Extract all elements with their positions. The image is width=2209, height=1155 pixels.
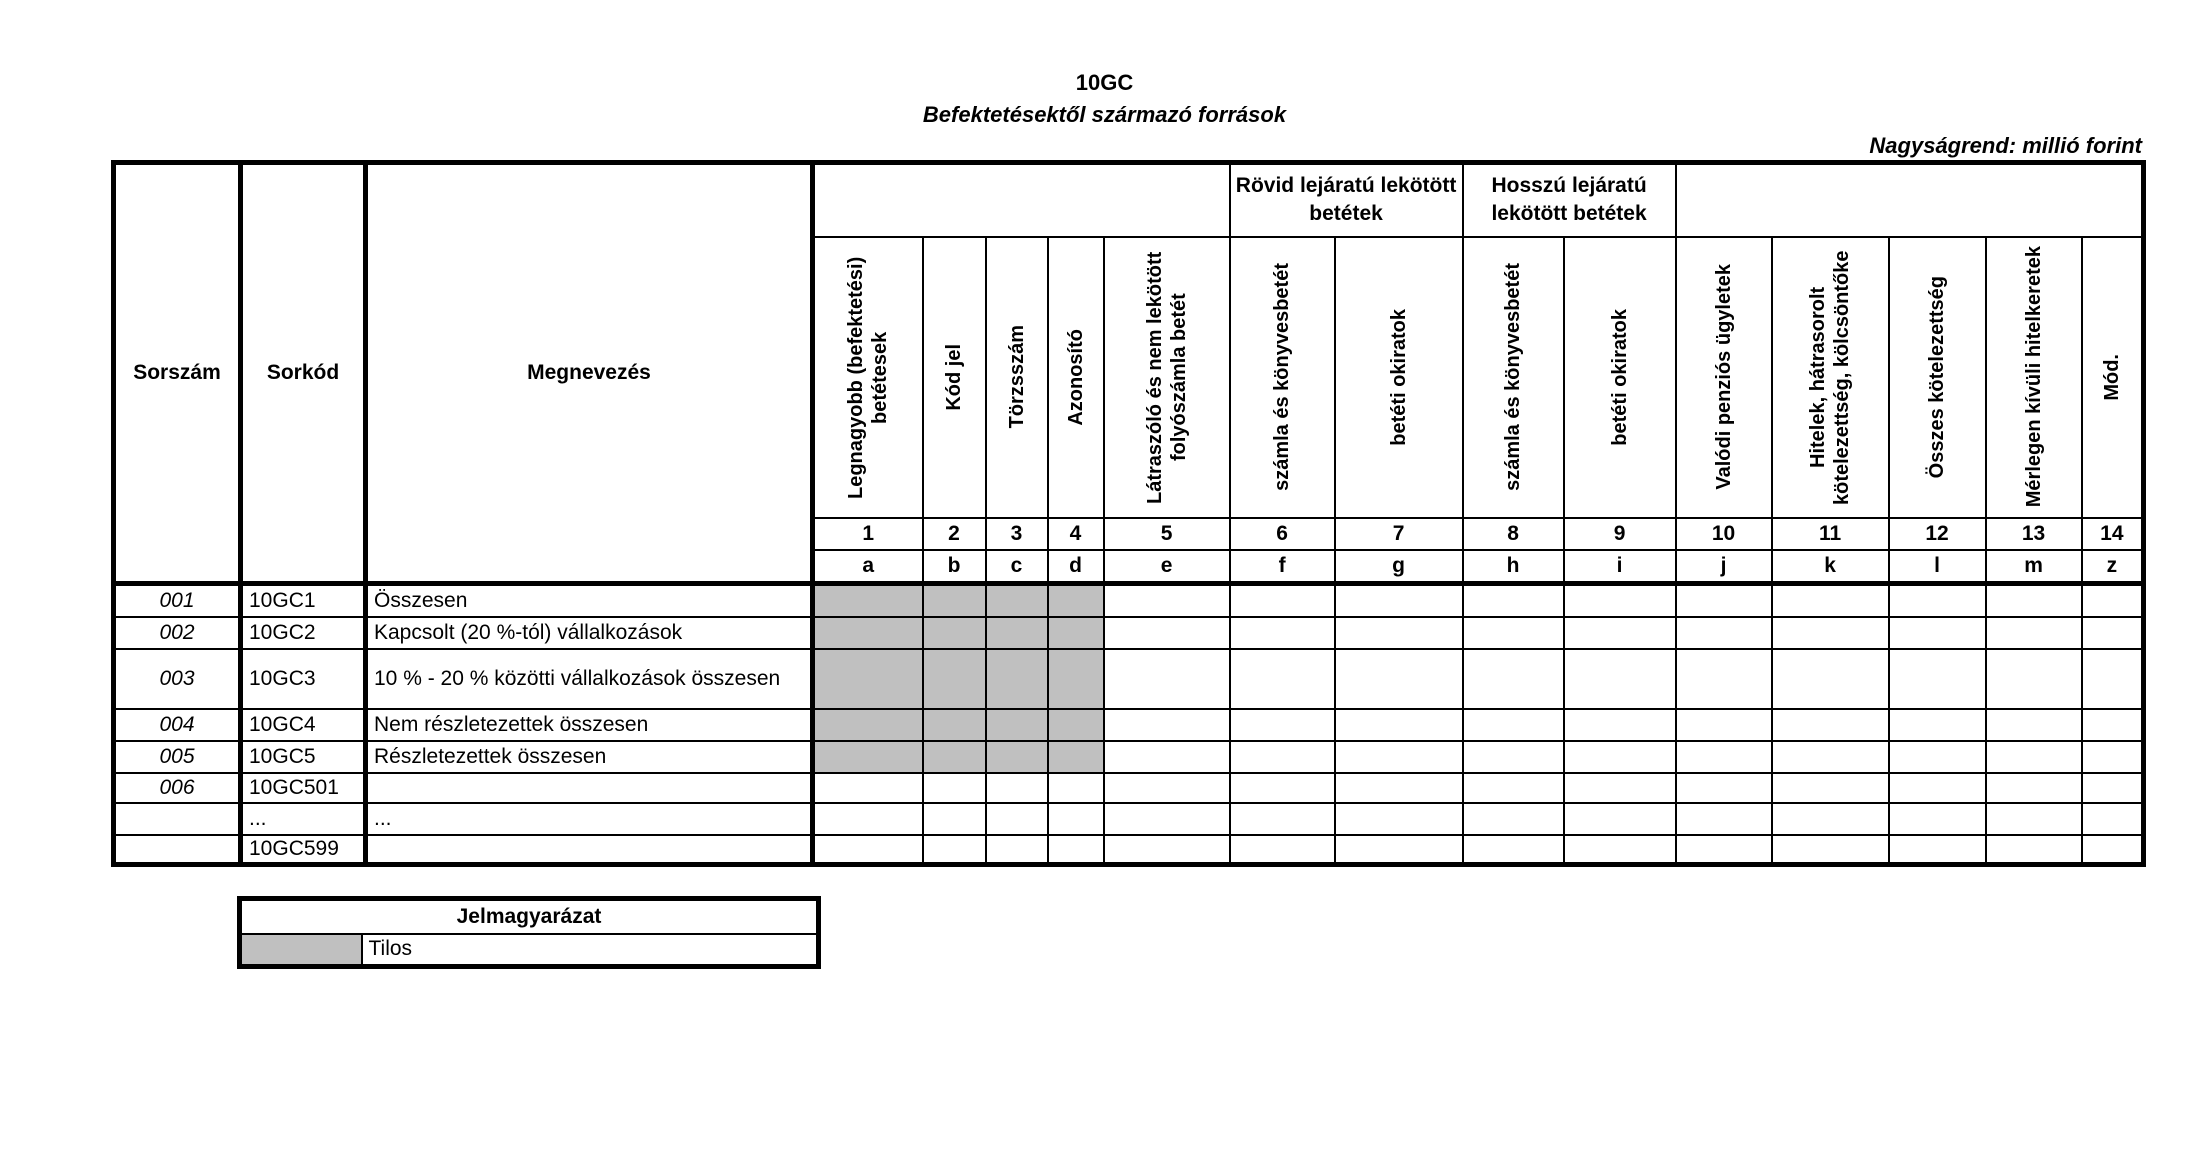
cell[interactable] <box>1104 709 1230 741</box>
cell[interactable] <box>1986 709 2082 741</box>
col-number: 8 <box>1463 518 1564 550</box>
row-sorszam <box>114 803 241 835</box>
cell[interactable] <box>1564 617 1676 649</box>
cell[interactable] <box>2082 741 2144 773</box>
row-sorszam: 004 <box>114 709 241 741</box>
cell-forbidden <box>923 649 986 709</box>
cell[interactable] <box>1986 583 2082 617</box>
col-number: 6 <box>1230 518 1335 550</box>
header-col-3: Törzsszám <box>986 237 1048 518</box>
cell-forbidden <box>1048 741 1104 773</box>
cell[interactable] <box>1463 835 1564 865</box>
table-row <box>114 835 2144 865</box>
cell-forbidden <box>923 617 986 649</box>
cell[interactable] <box>986 773 1048 803</box>
cell[interactable] <box>1230 583 1335 617</box>
row-megnevezes: Kapcsolt (20 %-tól) vállalkozások <box>366 617 813 649</box>
row-sorszam: 005 <box>114 741 241 773</box>
cell[interactable] <box>1230 835 1335 865</box>
cell[interactable] <box>1564 773 1676 803</box>
cell[interactable] <box>1772 583 1889 617</box>
cell[interactable] <box>2082 773 2144 803</box>
cell[interactable] <box>1889 741 1986 773</box>
cell-forbidden <box>986 709 1048 741</box>
cell[interactable] <box>813 803 923 835</box>
legend-item-label: Tilos <box>362 934 819 967</box>
cell[interactable] <box>1676 773 1772 803</box>
row-megnevezes: ... <box>366 803 813 835</box>
unit-label: Nagyságrend: millió forint <box>1869 133 2142 158</box>
cell[interactable] <box>1889 617 1986 649</box>
cell[interactable] <box>2082 617 2144 649</box>
header-col-13: Mérlegen kívüli hitelkeretek <box>1986 237 2082 518</box>
cell[interactable] <box>1230 617 1335 649</box>
col-number: 3 <box>986 518 1048 550</box>
cell[interactable] <box>1463 773 1564 803</box>
col-letter: z <box>2082 550 2144 584</box>
legend-swatch <box>240 934 362 967</box>
cell-forbidden <box>813 649 923 709</box>
cell[interactable] <box>1335 709 1463 741</box>
col-letter: i <box>1564 550 1676 584</box>
cell[interactable] <box>1676 709 1772 741</box>
cell[interactable] <box>2082 583 2144 617</box>
cell[interactable] <box>1048 773 1104 803</box>
row-megnevezes: Összesen <box>366 583 813 617</box>
row-megnevezes: Részletezettek összesen <box>366 741 813 773</box>
col-number: 2 <box>923 518 986 550</box>
cell[interactable] <box>1889 773 1986 803</box>
row-sorkod: 10GC1 <box>241 583 366 617</box>
cell[interactable] <box>1772 803 1889 835</box>
col-letter: m <box>1986 550 2082 584</box>
cell[interactable] <box>923 803 986 835</box>
cell[interactable] <box>1230 803 1335 835</box>
header-col-1: Legnagyobb (befektetési) betétesek <box>813 237 923 518</box>
cell[interactable] <box>1772 835 1889 865</box>
cell[interactable] <box>1335 583 1463 617</box>
cell[interactable] <box>1104 803 1230 835</box>
cell[interactable] <box>1104 773 1230 803</box>
cell[interactable] <box>1463 583 1564 617</box>
header-col-8: számla és könyvesbetét <box>1463 237 1564 518</box>
row-sorszam: 003 <box>114 649 241 709</box>
cell[interactable] <box>1772 649 1889 709</box>
cell[interactable] <box>2082 835 2144 865</box>
row-megnevezes: 10 % - 20 % közötti vállalkozások összesen <box>366 649 813 709</box>
cell[interactable] <box>1986 617 2082 649</box>
cell[interactable] <box>2082 709 2144 741</box>
col-number: 9 <box>1564 518 1676 550</box>
cell[interactable] <box>1564 803 1676 835</box>
header-col-7: betéti okiratok <box>1335 237 1463 518</box>
cell[interactable] <box>813 835 923 865</box>
header-col-9: betéti okiratok <box>1564 237 1676 518</box>
cell[interactable] <box>1335 741 1463 773</box>
cell[interactable] <box>1230 649 1335 709</box>
row-megnevezes <box>366 835 813 865</box>
row-sorkod: 10GC3 <box>241 649 366 709</box>
cell[interactable] <box>1676 803 1772 835</box>
col-number: 4 <box>1048 518 1104 550</box>
header-sorszam: Sorszám <box>114 163 241 584</box>
cell[interactable] <box>2082 803 2144 835</box>
row-sorszam: 001 <box>114 583 241 617</box>
col-letter: a <box>813 550 923 584</box>
cell[interactable] <box>1889 649 1986 709</box>
row-sorkod: 10GC599 <box>241 835 366 865</box>
col-letter: f <box>1230 550 1335 584</box>
legend-table <box>237 896 821 969</box>
form-code: 10GC <box>1075 70 1134 95</box>
cell[interactable] <box>1676 617 1772 649</box>
cell[interactable] <box>1676 583 1772 617</box>
header-group-long-term: Hosszú lejáratú lekötött betétek <box>1463 163 1676 237</box>
cell[interactable] <box>1986 741 2082 773</box>
col-letter: h <box>1463 550 1564 584</box>
cell[interactable] <box>1104 835 1230 865</box>
cell[interactable] <box>1676 835 1772 865</box>
row-megnevezes <box>366 773 813 803</box>
cell-forbidden <box>813 709 923 741</box>
col-letter: k <box>1772 550 1889 584</box>
header-col-10: Valódi penziós ügyletek <box>1676 237 1772 518</box>
cell[interactable] <box>1463 741 1564 773</box>
table-row <box>114 741 2144 773</box>
cell[interactable] <box>2082 649 2144 709</box>
cell[interactable] <box>813 773 923 803</box>
header-col-5: Látraszóló és nem lekötött folyószámla betét <box>1104 237 1230 518</box>
col-number: 13 <box>1986 518 2082 550</box>
cell[interactable] <box>1889 835 1986 865</box>
cell[interactable] <box>1335 803 1463 835</box>
col-number: 10 <box>1676 518 1772 550</box>
row-sorszam: 002 <box>114 617 241 649</box>
row-megnevezes: Nem részletezettek összesen <box>366 709 813 741</box>
table-row <box>114 803 2144 835</box>
header-col-14: Mód. <box>2082 237 2144 518</box>
header-col-6: számla és könyvesbetét <box>1230 237 1335 518</box>
cell[interactable] <box>1986 649 2082 709</box>
cell[interactable] <box>1463 803 1564 835</box>
cell[interactable] <box>1463 617 1564 649</box>
table-row <box>114 709 2144 741</box>
cell[interactable] <box>986 835 1048 865</box>
col-letter: d <box>1048 550 1104 584</box>
header-group-blank-1 <box>813 163 1230 237</box>
cell[interactable] <box>1889 583 1986 617</box>
cell[interactable] <box>1889 803 1986 835</box>
cell-forbidden <box>1048 583 1104 617</box>
cell-forbidden <box>923 583 986 617</box>
row-sorkod: 10GC4 <box>241 709 366 741</box>
header-megnevezes: Megnevezés <box>366 163 813 584</box>
cell[interactable] <box>1048 803 1104 835</box>
cell[interactable] <box>1564 649 1676 709</box>
col-number: 1 <box>813 518 923 550</box>
cell[interactable] <box>1104 649 1230 709</box>
cell-forbidden <box>1048 617 1104 649</box>
col-number: 11 <box>1772 518 1889 550</box>
cell[interactable] <box>1564 835 1676 865</box>
cell[interactable] <box>1230 773 1335 803</box>
cell[interactable] <box>923 835 986 865</box>
cell[interactable] <box>1772 617 1889 649</box>
col-number: 12 <box>1889 518 1986 550</box>
col-letter: e <box>1104 550 1230 584</box>
cell[interactable] <box>1564 741 1676 773</box>
row-sorszam: 006 <box>114 773 241 803</box>
header-col-4: Azonosító <box>1048 237 1104 518</box>
col-letter: g <box>1335 550 1463 584</box>
legend-title: Jelmagyarázat <box>240 899 819 934</box>
row-sorkod: 10GC5 <box>241 741 366 773</box>
row-sorszam <box>114 835 241 865</box>
cell[interactable] <box>1048 835 1104 865</box>
cell[interactable] <box>1104 583 1230 617</box>
cell[interactable] <box>1335 835 1463 865</box>
row-sorkod: 10GC2 <box>241 617 366 649</box>
col-number: 14 <box>2082 518 2144 550</box>
cell-forbidden <box>813 583 923 617</box>
col-letter: c <box>986 550 1048 584</box>
table-row <box>114 649 2144 709</box>
table-row <box>114 617 2144 649</box>
cell-forbidden <box>1048 649 1104 709</box>
cell[interactable] <box>1986 835 2082 865</box>
cell[interactable] <box>923 773 986 803</box>
col-number: 7 <box>1335 518 1463 550</box>
cell[interactable] <box>1564 709 1676 741</box>
col-number: 5 <box>1104 518 1230 550</box>
table-row <box>114 773 2144 803</box>
cell[interactable] <box>1104 741 1230 773</box>
row-sorkod: 10GC501 <box>241 773 366 803</box>
cell-forbidden <box>1048 709 1104 741</box>
cell[interactable] <box>1335 649 1463 709</box>
header-col-12: Összes kötelezettség <box>1889 237 1986 518</box>
cell[interactable] <box>1676 741 1772 773</box>
cell[interactable] <box>1986 773 2082 803</box>
cell[interactable] <box>1335 773 1463 803</box>
form-subtitle: Befektetésektől származó források <box>922 102 1287 127</box>
header-col-11: Hitelek, hátrasorolt kötelezettség, kölcsöntőke <box>1772 237 1889 518</box>
cell[interactable] <box>1230 741 1335 773</box>
col-letter: j <box>1676 550 1772 584</box>
header-col-2: Kód jel <box>923 237 986 518</box>
cell[interactable] <box>1772 773 1889 803</box>
col-letter: b <box>923 550 986 584</box>
header-sorkod: Sorkód <box>241 163 366 584</box>
cell[interactable] <box>986 803 1048 835</box>
cell[interactable] <box>1772 741 1889 773</box>
cell[interactable] <box>1889 709 1986 741</box>
cell[interactable] <box>1463 649 1564 709</box>
col-letter: l <box>1889 550 1986 584</box>
cell[interactable] <box>1463 709 1564 741</box>
table-row <box>114 583 2144 617</box>
cell-forbidden <box>813 741 923 773</box>
cell-forbidden <box>923 741 986 773</box>
cell[interactable] <box>1676 649 1772 709</box>
header-group-blank-2 <box>1676 163 2144 237</box>
cell-forbidden <box>986 741 1048 773</box>
cell[interactable] <box>1986 803 2082 835</box>
cell-forbidden <box>923 709 986 741</box>
cell[interactable] <box>1104 617 1230 649</box>
cell[interactable] <box>1230 709 1335 741</box>
cell[interactable] <box>1772 709 1889 741</box>
cell[interactable] <box>1335 617 1463 649</box>
cell[interactable] <box>1564 583 1676 617</box>
cell-forbidden <box>986 649 1048 709</box>
cell-forbidden <box>986 583 1048 617</box>
row-sorkod: ... <box>241 803 366 835</box>
data-table <box>111 160 2146 867</box>
cell-forbidden <box>813 617 923 649</box>
header-group-short-term: Rövid lejáratú lekötött betétek <box>1230 163 1463 237</box>
cell-forbidden <box>986 617 1048 649</box>
